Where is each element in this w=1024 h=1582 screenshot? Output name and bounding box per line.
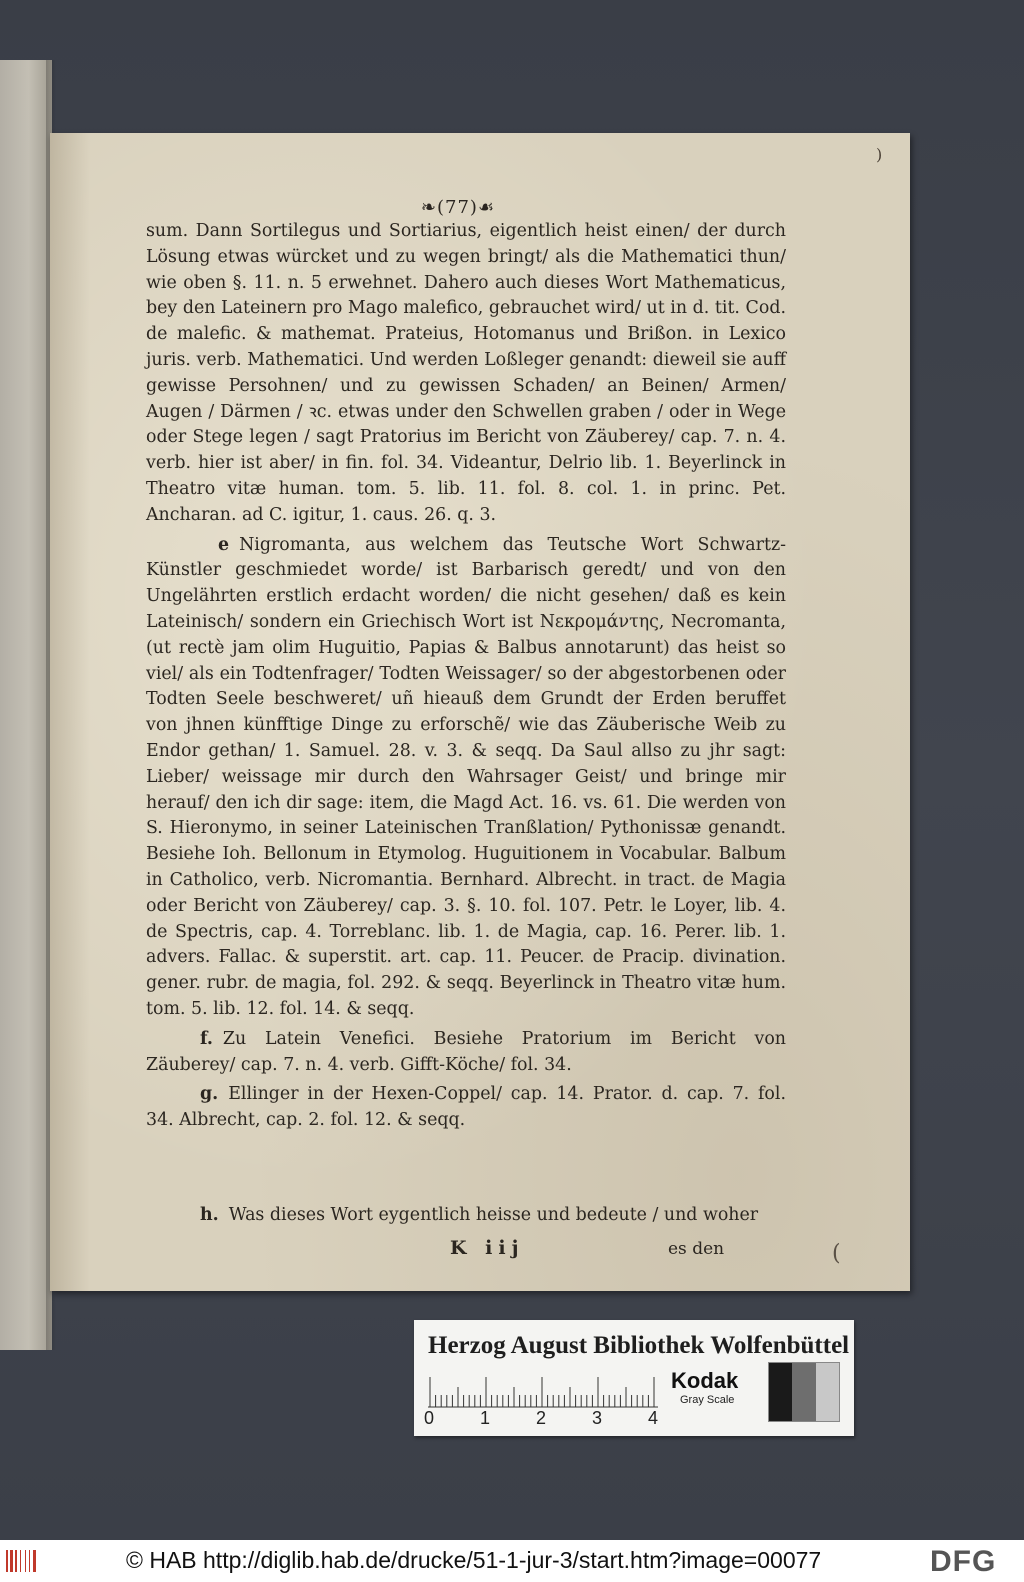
footer-credit: © HAB http://diglib.hab.de/drucke/51-1-jur-3/start.htm?image=00077 xyxy=(126,1547,822,1573)
ruler-label: 0 xyxy=(424,1408,435,1428)
gray-scale-label: Gray Scale xyxy=(680,1394,735,1406)
barcode-bar xyxy=(20,1550,21,1572)
footnote-text: Zu Latein Venefici. Besiehe Pratorium im Bericht von Zäuberey/ cap. 7. n. 4. verb. Gifft-Köche/ fol. 34. xyxy=(146,1028,786,1075)
footnote-letter: e xyxy=(218,534,230,555)
footnote-g xyxy=(146,1082,786,1134)
page-number-header xyxy=(378,197,538,218)
footnote-text: Was dieses Wort eygentlich heisse und bedeute / und woher xyxy=(228,1205,759,1225)
library-name: Herzog August Bibliothek Wolfenbüttel xyxy=(428,1332,850,1359)
gutter-shade xyxy=(50,133,90,1291)
footnote-text: Nigromanta, aus welchem das Teutsche Wort Schwartz-Künstler geschmiedet worde/ ist Barbarisch geredt/ und von den Ungelährten erstlich erdacht worden/ die nicht gesehen/ daß es kein Lateinisch/ sondern ein Griechisch Wort ist Νεκρομάντης, Necromanta, (ut rectè jam olim Huguitio, Papias & Balbus annotarunt) das heist so viel/ als ein Todtenfrager/ Todten Weissager/ so der abgestorbenen oder Todten Seele beschweret/ uñ hieauß dem Grundt der Erden beruffet von jhnen künfftige Dinge zu erforschẽ/ wie das Zäuberische Weib zu Endor gethan/ 1. Samuel. 28. v. 3. & seqq. Da Saul allso zu jhr sagt: Lieber/ weissage mir durch den Wahrsager Geist/ und bringe mir herauf/ den ich dir sage: item, die Magd Act. 16. vs. 61. Die werden von S. Hieronymo, in seiner Lateinischen Tranßlation/ Pythonissæ genandt. Besiehe Ioh. Bellonum in Etymolog. Huguitionem in Vocabular. Balbum in Catholico, verb. Nicromantia. Bernhard. Albrecht. in tract. de Magia oder Bericht von Zäuberey/ cap. 3. §. 10. fol. 107. Petr. le Loyer, lib. 4. de Spectris, cap. 4. Torreblanc. lib. 1. de Magia, cap. 16. Perer. lib. 1. advers. Fallac. & superstit. art. cap. 11. Peucer. de Pracip. divination. gener. rubr. de magia, fol. 292. & seqq. Beyerlinck in Theatro vitæ hum. tom. 5. lib. 12. fol. 14. & seqq. xyxy=(146,534,786,1019)
paragraph-text: sum. Dann Sortilegus und Sortiarius, eigentlich heist einen/ der durch Lösung etwas würcket und zu wegen bringt/ als die Mathematici thun/ wie oben §. 11. n. 5 erwehnet. Dahero auch dieses Wort Mathematicus, bey den Lateinern pro Mago malefico, gebrauchet wird/ ut in d. tit. Cod. de malefic. & mathemat. Prateius, Hotomanus und Brißon. in Lexico juris. verb. Mathematici. Und werden Loßleger genandt: dieweil sie auff gewisse Persohnen/ und zu gewissen Schaden/ an Beinen/ Armen/ Augen / Därmen / ꝛc. etwas under den Schwellen graben / oder in Wege oder Stege legen / sagt Pratorius im Bericht von Zäuberey/ cap. 7. n. 4. verb. hier ist aber/ in fin. fol. 34. Videantur, Delrio lib. 1. Beyerlinck in Theatro vitæ human. tom. 5. lib. 11. fol. 8. col. 1. in princ. Pet. Ancharan. ad C. igitur, 1. caus. 26. q. 3. xyxy=(146,221,786,525)
barcode-bar xyxy=(15,1550,17,1572)
signature-mark: K iij xyxy=(450,1237,525,1259)
paragraph-intro xyxy=(146,219,786,529)
barcode-icon xyxy=(6,1550,48,1572)
footnote-h xyxy=(146,1203,786,1229)
footer-bar xyxy=(0,1540,1024,1582)
barcode-bar xyxy=(33,1550,36,1572)
barcode-bar xyxy=(29,1550,30,1572)
page-number: 77 xyxy=(445,197,470,218)
ruler-label: 2 xyxy=(536,1408,547,1428)
ruler-label: 3 xyxy=(592,1408,603,1428)
footnote-letter: h. xyxy=(200,1205,219,1225)
page-mark-top-right: ) xyxy=(876,145,883,164)
footnote-f xyxy=(146,1027,786,1079)
page-text xyxy=(146,219,786,1134)
measurement-ruler xyxy=(428,1374,660,1408)
gray-patches xyxy=(768,1362,840,1422)
footnote-letter: f. xyxy=(200,1028,213,1049)
footnote-text: Ellinger in der Hexen-Coppel/ cap. 14. Prator. d. cap. 7. fol. 34. Albrecht, cap. 2. fol. 12. & seqq. xyxy=(146,1084,786,1131)
dfg-logo: DFG xyxy=(930,1545,997,1578)
barcode-bar xyxy=(25,1550,26,1572)
header-ornament-left: ❧( xyxy=(420,197,446,218)
page-edge-strip xyxy=(0,60,52,1350)
footnote-letter: g. xyxy=(200,1084,219,1105)
ruler-ticks xyxy=(428,1374,660,1408)
ruler-label: 1 xyxy=(480,1408,491,1428)
barcode-bar xyxy=(6,1550,8,1572)
ruler-label: 4 xyxy=(648,1408,659,1428)
gray-patch-mid xyxy=(792,1363,815,1421)
header-ornament-right: )☙ xyxy=(469,197,496,218)
gray-patch-dark xyxy=(769,1363,792,1421)
color-reference-card xyxy=(414,1320,854,1436)
book-page xyxy=(50,133,910,1291)
barcode-bar xyxy=(10,1550,13,1572)
catchword: es den xyxy=(668,1239,725,1259)
gray-patch-light xyxy=(816,1363,839,1421)
kodak-brand: Kodak xyxy=(671,1368,739,1393)
page-mark-bottom-right: ( xyxy=(832,1241,841,1266)
ruler-labels xyxy=(422,1408,662,1428)
footnote-e xyxy=(146,533,786,1023)
